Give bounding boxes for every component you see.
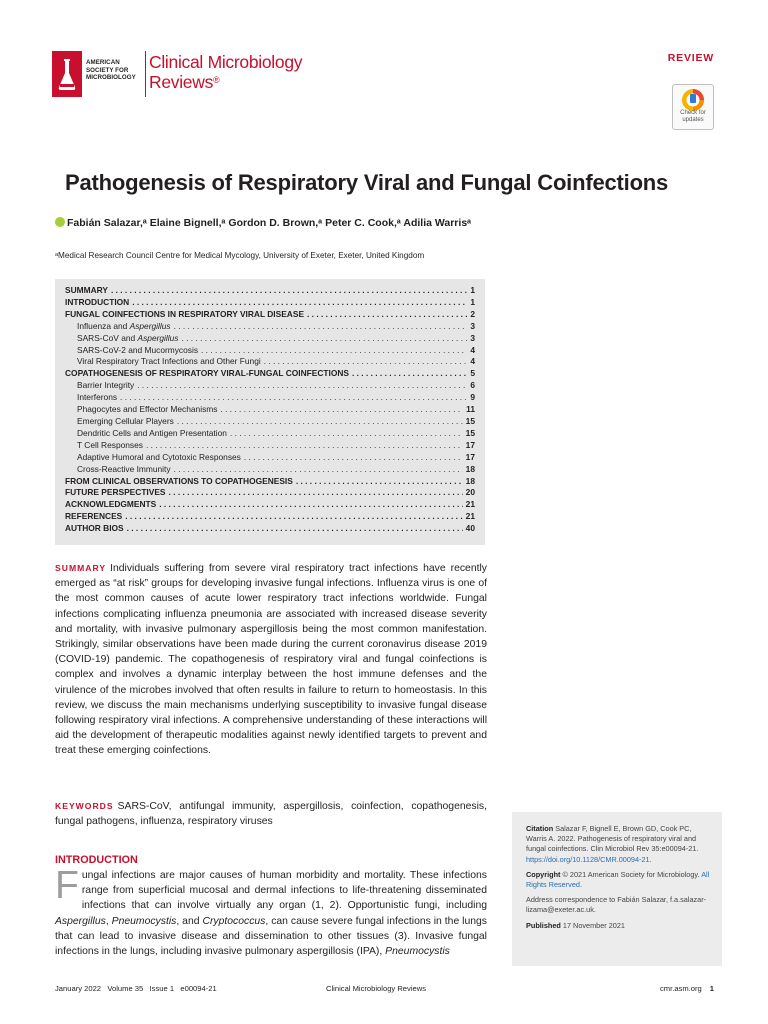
toc-entry[interactable] (65, 428, 475, 440)
introduction-paragraph: Fungal infections are major causes of human morbidity and mortality. These infections range from superficial mucosal and dermal infections to life-threatening disseminated infections that can involve virtually any organ (1, 2). Opportunistic fungi, including Aspergillus, Pneumocystis, and Cryptococcus, can cause severe fungal infections in the lungs that can lead to invasive disease and dissemination to other tissues (3). Invasive fungal infections in the lungs, including invasive pulmonary aspergillosis (IPA), Pneumocystis (55, 864, 487, 958)
citation-sidebar (512, 812, 722, 966)
journal-logo (52, 48, 312, 100)
toc-leader (181, 333, 467, 345)
toc-entry-page: 15 (465, 427, 475, 438)
toc-entry-page: 11 (466, 404, 475, 415)
toc-entry-page: 40 (465, 523, 475, 534)
toc-leader (120, 392, 467, 404)
toc-entry-page: 1 (470, 285, 475, 295)
toc-entry-label: Barrier Integrity (77, 380, 135, 391)
toc-leader (169, 487, 463, 499)
toc-entry[interactable] (65, 368, 475, 380)
rights-link[interactable]: All Rights Reserved. (526, 869, 710, 890)
toc-entry-page: 4 (470, 344, 475, 355)
page-number: 1 (709, 984, 714, 993)
toc-entry-page: 3 (470, 320, 475, 331)
toc-entry-label: FUNGAL COINFECTIONS IN RESPIRATORY VIRAL DISEASE (65, 308, 305, 319)
toc-leader (174, 464, 463, 476)
toc-leader (244, 452, 463, 464)
toc-entry-page: 2 (470, 308, 475, 319)
toc-leader (177, 416, 463, 428)
orcid-icon[interactable] (55, 217, 65, 227)
toc-entry-label: Emerging Cellular Players (77, 415, 174, 426)
toc-entry-label: INTRODUCTION (65, 296, 130, 307)
correspondence: Address correspondence to Fabián Salazar, f.a.salazar-lizama@exeter.ac.uk. (526, 895, 707, 915)
check-for-updates-button[interactable]: Check for updates (672, 84, 714, 130)
toc-entry-label: SARS-CoV-2 and Mucormycosis (77, 344, 199, 355)
toc-entry-label: Phagocytes and Effector Mechanisms (77, 404, 218, 415)
keywords-heading: KEYWORDS (55, 801, 114, 811)
toc-entry-page: 18 (465, 475, 475, 486)
toc-entry[interactable] (65, 487, 475, 499)
keywords-paragraph: KEYWORDS SARS-CoV, antifungal immunity, aspergillosis, coinfection, copathogenesis, fungal pathogens, influenza, respiratory viruses (55, 801, 487, 828)
toc-entry[interactable] (65, 523, 475, 535)
toc-leader (264, 356, 468, 368)
toc-leader (220, 404, 463, 416)
toc-entry[interactable] (65, 285, 475, 297)
toc-entry[interactable] (65, 345, 475, 357)
toc-entry[interactable] (65, 476, 475, 488)
toc-entry[interactable] (65, 511, 475, 523)
copyright: Copyright © 2021 American Society for Microbiology. All Rights Reserved. (526, 869, 710, 890)
toc-entry-label: Dendritic Cells and Antigen Presentation (77, 427, 227, 438)
toc-entry-page: 18 (465, 463, 475, 474)
toc-leader (137, 380, 467, 392)
footer-site (660, 984, 714, 993)
toc-entry[interactable] (65, 440, 475, 452)
toc-leader (111, 285, 467, 297)
toc-leader (352, 368, 467, 380)
toc-entry-label: FROM CLINICAL OBSERVATIONS TO COPATHOGENESIS (65, 475, 293, 486)
toc-leader (296, 476, 463, 488)
introduction-heading: INTRODUCTION (55, 854, 138, 866)
toc-leader (159, 499, 462, 511)
toc-entry-page: 21 (465, 511, 475, 522)
toc-entry[interactable] (65, 309, 475, 321)
toc-entry[interactable] (65, 404, 475, 416)
site-link[interactable]: cmr.asm.org (659, 984, 702, 993)
article-title: Pathogenesis of Respiratory Viral and Fungal Coinfections (65, 170, 669, 195)
toc-entry-label: SUMMARY (65, 285, 108, 295)
toc-entry-page: 1 (470, 296, 475, 307)
toc-entry-label: Adaptive Humoral and Cytotoxic Responses (77, 451, 241, 462)
toc-entry-label: Viral Respiratory Tract Infections and Other Fungi (77, 356, 261, 367)
toc-entry-label: Influenza and Aspergillus (77, 320, 171, 331)
toc-entry-page: 21 (465, 499, 475, 510)
toc-entry[interactable] (65, 333, 475, 345)
toc-leader (125, 511, 462, 523)
footer-journal: Clinical Microbiology Reviews (326, 984, 427, 993)
summary-paragraph: SUMMARY Individuals suffering from severe viral respiratory tract infections have recently emerged as “at risk” groups for developing invasive fungal infections. Influenza virus is one of the most common causes of acute lower respiratory tract infections worldwide. Fungal infections complicating influenza pneumonia are associated with increased disease severity and mortality, with invasive pulmonary aspergillosis being the most common manifestation. Strikingly, similar observations have been made during the current coronavirus disease 2019 (COVID-19) pandemic. The copathogenesis of respiratory viral and fungal coinfections is complex and involves a dynamic interplay between the host immune defenses and the virulence of the microbes involved that often results in failure to return to homeostasis. In this review, we discuss the main mechanisms underlying susceptibility to invasive fungal disease following respiratory viral infections. A comprehensive understanding of these interactions will aid the development of therapeutic modalities against newly identified targets to prevent and treat these emerging coinfections. (55, 563, 487, 757)
toc-entry[interactable] (65, 416, 475, 428)
toc-entry-label: SARS-CoV and Aspergillus (77, 332, 179, 343)
publisher-name: AMERICAN SOCIETY FOR MICROBIOLOGY (86, 59, 136, 82)
table-of-contents (55, 279, 485, 545)
toc-leader (146, 440, 463, 452)
toc-entry[interactable] (65, 464, 475, 476)
footer-issue: January 2022 Volume 35 Issue 1 e00094-21 (55, 984, 217, 993)
toc-entry-page: 17 (465, 451, 475, 462)
toc-entry-label: REFERENCES (65, 511, 123, 522)
toc-entry-page: 15 (465, 415, 475, 426)
toc-entry[interactable] (65, 380, 475, 392)
asm-flask-icon (52, 51, 82, 97)
toc-entry-page: 9 (470, 392, 475, 403)
toc-leader (307, 309, 467, 321)
toc-entry-label: T Cell Responses (77, 439, 143, 450)
toc-entry[interactable] (65, 392, 475, 404)
check-updates-icon (681, 88, 705, 112)
toc-entry-page: 6 (470, 380, 475, 391)
doi-link[interactable]: https://doi.org/10.1128/CMR.00094-21 (526, 854, 650, 864)
toc-entry-label: ACKNOWLEDGMENTS (65, 499, 157, 510)
toc-entry-label: FUTURE PERSPECTIVES (65, 487, 166, 498)
toc-leader (132, 297, 467, 309)
toc-entry[interactable] (65, 321, 475, 333)
published-date: Published 17 November 2021 (526, 920, 625, 930)
citation: Citation Salazar F, Bignell E, Brown GD, Cook PC, Warris A. 2022. Pathogenesis of respiratory viral and fungal coinfections. Clin Microbiol Rev 35:e00094-21. https://doi.org/10.1128/CMR.00094-21. (526, 824, 699, 864)
toc-entry-label: Interferons (77, 392, 118, 403)
toc-entry-page: 20 (465, 487, 475, 498)
genus-name: Aspergillus (129, 320, 171, 331)
author-list: Fabián Salazar,ᵃ Elaine Bignell,ᵃ Gordon D. Brown,ᵃ Peter C. Cook,ᵃ Adilia Warrisᵃ (55, 217, 471, 229)
logo-divider (145, 51, 146, 97)
genus-name: Aspergillus (137, 332, 179, 343)
toc-entry-label: Cross-Reactive Immunity (77, 463, 171, 474)
summary-heading: SUMMARY (55, 563, 107, 573)
toc-entry[interactable] (65, 297, 475, 309)
toc-leader (230, 428, 463, 440)
toc-entry-label: AUTHOR BIOS (65, 523, 124, 534)
drop-cap: F (55, 864, 79, 907)
affiliation: ᵃMedical Research Council Centre for Medical Mycology, University of Exeter, Exeter, United Kingdom (55, 251, 425, 260)
toc-entry[interactable] (65, 356, 475, 368)
journal-name: Clinical Microbiology Reviews® (149, 52, 303, 92)
toc-leader (174, 321, 468, 333)
article-type-label: REVIEW (667, 52, 714, 64)
toc-leader (201, 345, 467, 357)
toc-entry-page: 3 (470, 332, 475, 343)
toc-entry-page: 5 (470, 368, 475, 379)
toc-entry-label: COPATHOGENESIS OF RESPIRATORY VIRAL-FUNGAL COINFECTIONS (65, 368, 349, 379)
toc-leader (127, 523, 463, 535)
toc-entry[interactable] (65, 499, 475, 511)
toc-entry-page: 17 (465, 439, 475, 450)
toc-entry[interactable] (65, 452, 475, 464)
toc-entry-page: 4 (470, 356, 475, 367)
